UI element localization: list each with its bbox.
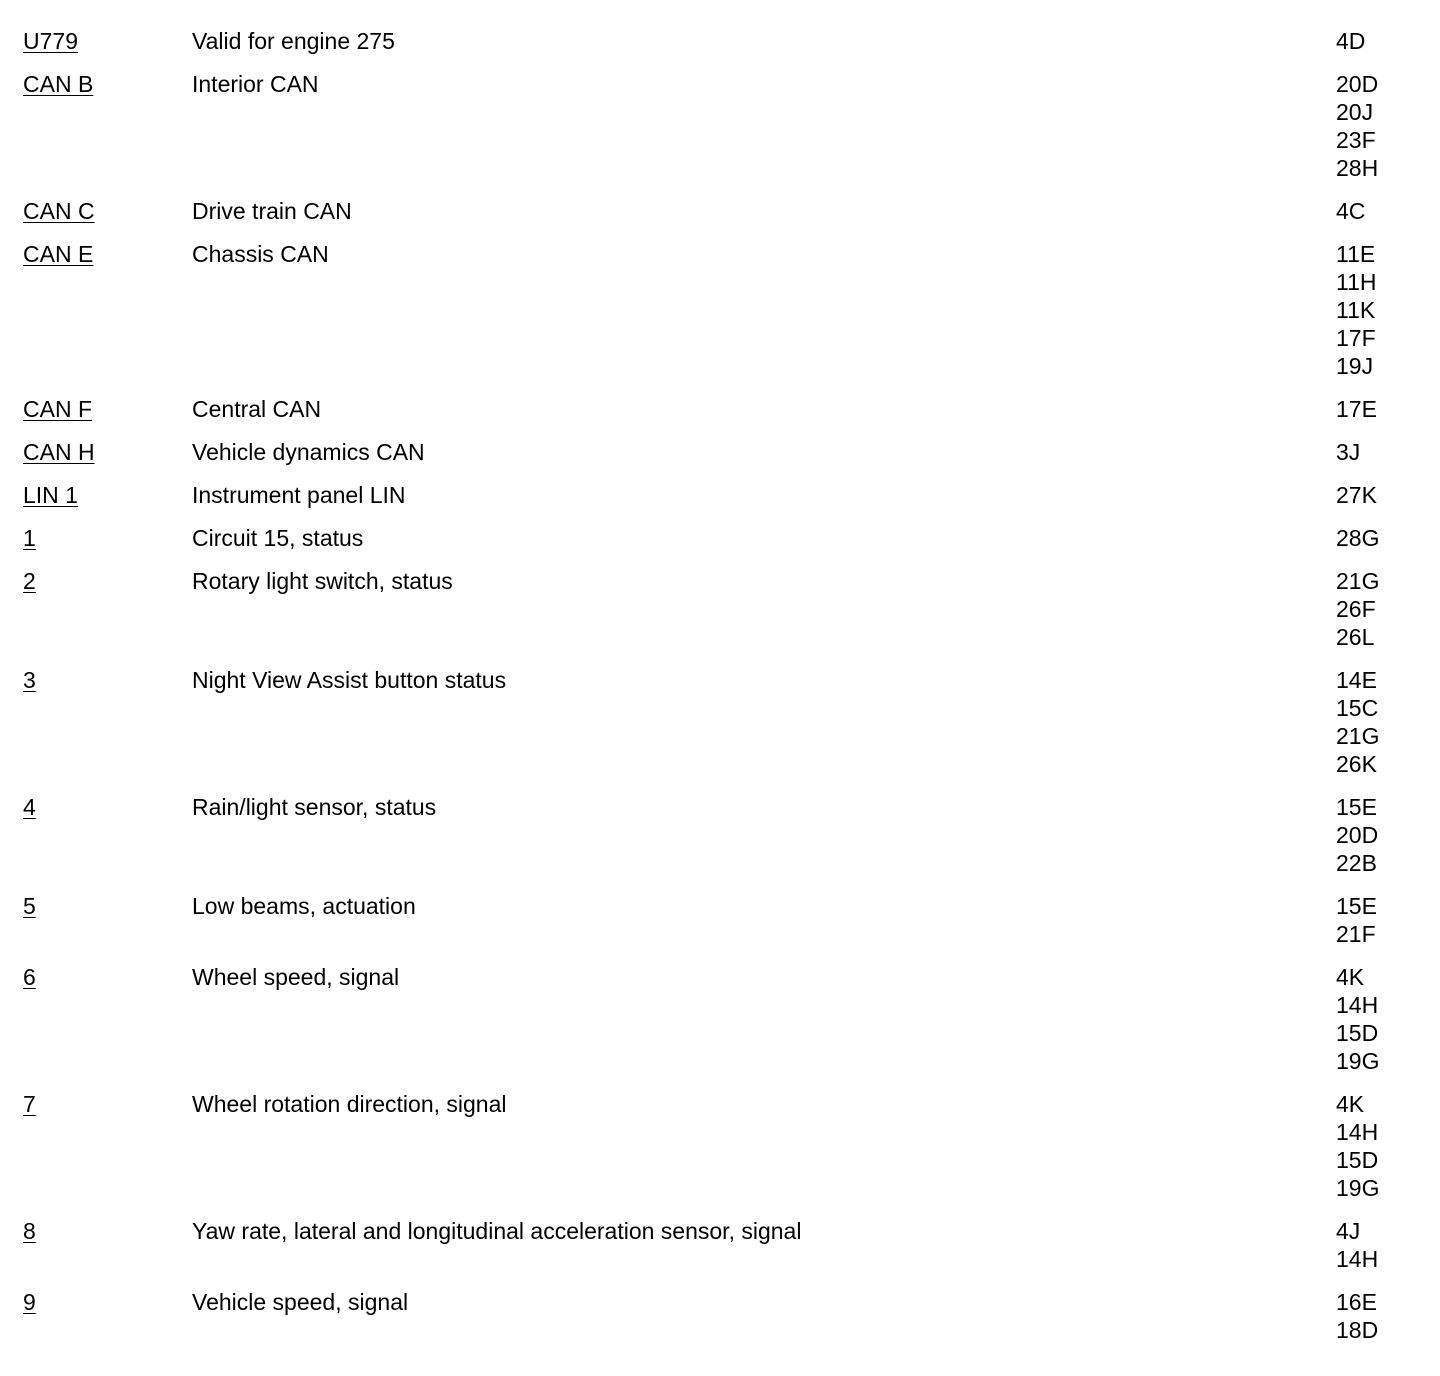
signal-code-link[interactable]: CAN C	[23, 198, 95, 224]
legend-row	[23, 438, 1423, 466]
legend-row	[23, 395, 1423, 423]
grid-reference: 11E	[1336, 241, 1376, 267]
signal-description: Chassis CAN	[192, 241, 329, 267]
grid-reference-list	[1336, 240, 1423, 380]
signal-code-link[interactable]: 1	[23, 525, 36, 551]
grid-reference: 15E	[1336, 893, 1377, 919]
signal-code-link[interactable]: CAN B	[23, 71, 94, 97]
signal-description: Vehicle dynamics CAN	[192, 439, 425, 465]
grid-reference: 11H	[1336, 269, 1377, 295]
grid-reference: 16E	[1336, 1289, 1377, 1315]
grid-reference: 20D	[1336, 71, 1379, 97]
legend-row	[23, 892, 1423, 948]
grid-reference: 20J	[1336, 99, 1374, 125]
grid-reference-list	[1336, 1090, 1423, 1202]
signal-description: Central CAN	[192, 396, 322, 422]
legend-row	[23, 793, 1423, 877]
signal-legend-table	[23, 27, 1423, 1359]
legend-row	[23, 70, 1423, 182]
grid-reference: 26K	[1336, 751, 1377, 777]
grid-reference-list	[1336, 438, 1423, 466]
signal-description: Night View Assist button status	[192, 667, 507, 693]
legend-row	[23, 567, 1423, 651]
legend-row	[23, 524, 1423, 552]
grid-reference-list	[1336, 666, 1423, 778]
signal-description: Drive train CAN	[192, 198, 352, 224]
grid-reference-list	[1336, 793, 1423, 877]
legend-row	[23, 197, 1423, 225]
legend-row	[23, 481, 1423, 509]
grid-reference: 15E	[1336, 794, 1377, 820]
legend-row	[23, 240, 1423, 380]
legend-row	[23, 963, 1423, 1075]
grid-reference-list	[1336, 481, 1423, 509]
signal-code-link[interactable]: CAN E	[23, 241, 94, 267]
grid-reference: 23F	[1336, 127, 1376, 153]
grid-reference: 4J	[1336, 1218, 1361, 1244]
grid-reference: 28H	[1336, 155, 1379, 181]
signal-description: Low beams, actuation	[192, 893, 416, 919]
legend-row	[23, 666, 1423, 778]
legend-row	[23, 1090, 1423, 1202]
grid-reference-list	[1336, 524, 1423, 552]
signal-code-link[interactable]: 3	[23, 667, 36, 693]
grid-reference-list	[1336, 963, 1423, 1075]
grid-reference: 4C	[1336, 198, 1366, 224]
grid-reference-list	[1336, 1288, 1423, 1344]
signal-code-link[interactable]: U779	[23, 28, 78, 54]
grid-reference: 20D	[1336, 822, 1379, 848]
grid-reference-list	[1336, 70, 1423, 182]
grid-reference: 14H	[1336, 1119, 1379, 1145]
signal-description: Yaw rate, lateral and longitudinal acceleration sensor, signal	[192, 1218, 802, 1244]
grid-reference: 17F	[1336, 325, 1376, 351]
grid-reference: 15C	[1336, 695, 1379, 721]
grid-reference: 4D	[1336, 28, 1366, 54]
signal-description: Wheel rotation direction, signal	[192, 1091, 507, 1117]
grid-reference: 21G	[1336, 568, 1380, 594]
signal-code-link[interactable]: LIN 1	[23, 482, 78, 508]
grid-reference: 21F	[1336, 921, 1376, 947]
signal-code-link[interactable]: 6	[23, 964, 36, 990]
signal-code-link[interactable]: 9	[23, 1289, 36, 1315]
signal-code-link[interactable]: 4	[23, 794, 36, 820]
signal-code-link[interactable]: 7	[23, 1091, 36, 1117]
grid-reference-list	[1336, 27, 1423, 55]
grid-reference: 18D	[1336, 1317, 1379, 1343]
grid-reference-list	[1336, 395, 1423, 423]
signal-code-link[interactable]: 5	[23, 893, 36, 919]
grid-reference: 14H	[1336, 1246, 1379, 1272]
signal-description: Interior CAN	[192, 71, 319, 97]
signal-code-link[interactable]: CAN H	[23, 439, 95, 465]
grid-reference: 19G	[1336, 1048, 1380, 1074]
signal-code-link[interactable]: 8	[23, 1218, 36, 1244]
grid-reference-list	[1336, 1217, 1423, 1273]
grid-reference: 21G	[1336, 723, 1380, 749]
grid-reference: 4K	[1336, 1091, 1365, 1117]
signal-description: Circuit 15, status	[192, 525, 364, 551]
signal-code-link[interactable]: 2	[23, 568, 36, 594]
grid-reference: 19J	[1336, 353, 1374, 379]
grid-reference: 14H	[1336, 992, 1379, 1018]
grid-reference: 26F	[1336, 596, 1376, 622]
grid-reference: 15D	[1336, 1020, 1379, 1046]
legend-row	[23, 27, 1423, 55]
signal-code-link[interactable]: CAN F	[23, 396, 92, 422]
legend-row	[23, 1288, 1423, 1344]
grid-reference: 26L	[1336, 624, 1375, 650]
grid-reference: 15D	[1336, 1147, 1379, 1173]
signal-description: Rain/light sensor, status	[192, 794, 437, 820]
grid-reference: 19G	[1336, 1175, 1380, 1201]
signal-description: Rotary light switch, status	[192, 568, 453, 594]
grid-reference: 22B	[1336, 850, 1377, 876]
grid-reference: 27K	[1336, 482, 1377, 508]
grid-reference: 11K	[1336, 297, 1376, 323]
signal-description: Wheel speed, signal	[192, 964, 400, 990]
grid-reference-list	[1336, 197, 1423, 225]
grid-reference: 28G	[1336, 525, 1380, 551]
grid-reference-list	[1336, 892, 1423, 948]
signal-description: Vehicle speed, signal	[192, 1289, 409, 1315]
grid-reference: 4K	[1336, 964, 1365, 990]
signal-description: Instrument panel LIN	[192, 482, 406, 508]
grid-reference-list	[1336, 567, 1423, 651]
grid-reference: 17E	[1336, 396, 1377, 422]
signal-description: Valid for engine 275	[192, 28, 395, 54]
grid-reference: 3J	[1336, 439, 1361, 465]
grid-reference: 14E	[1336, 667, 1377, 693]
legend-row	[23, 1217, 1423, 1273]
